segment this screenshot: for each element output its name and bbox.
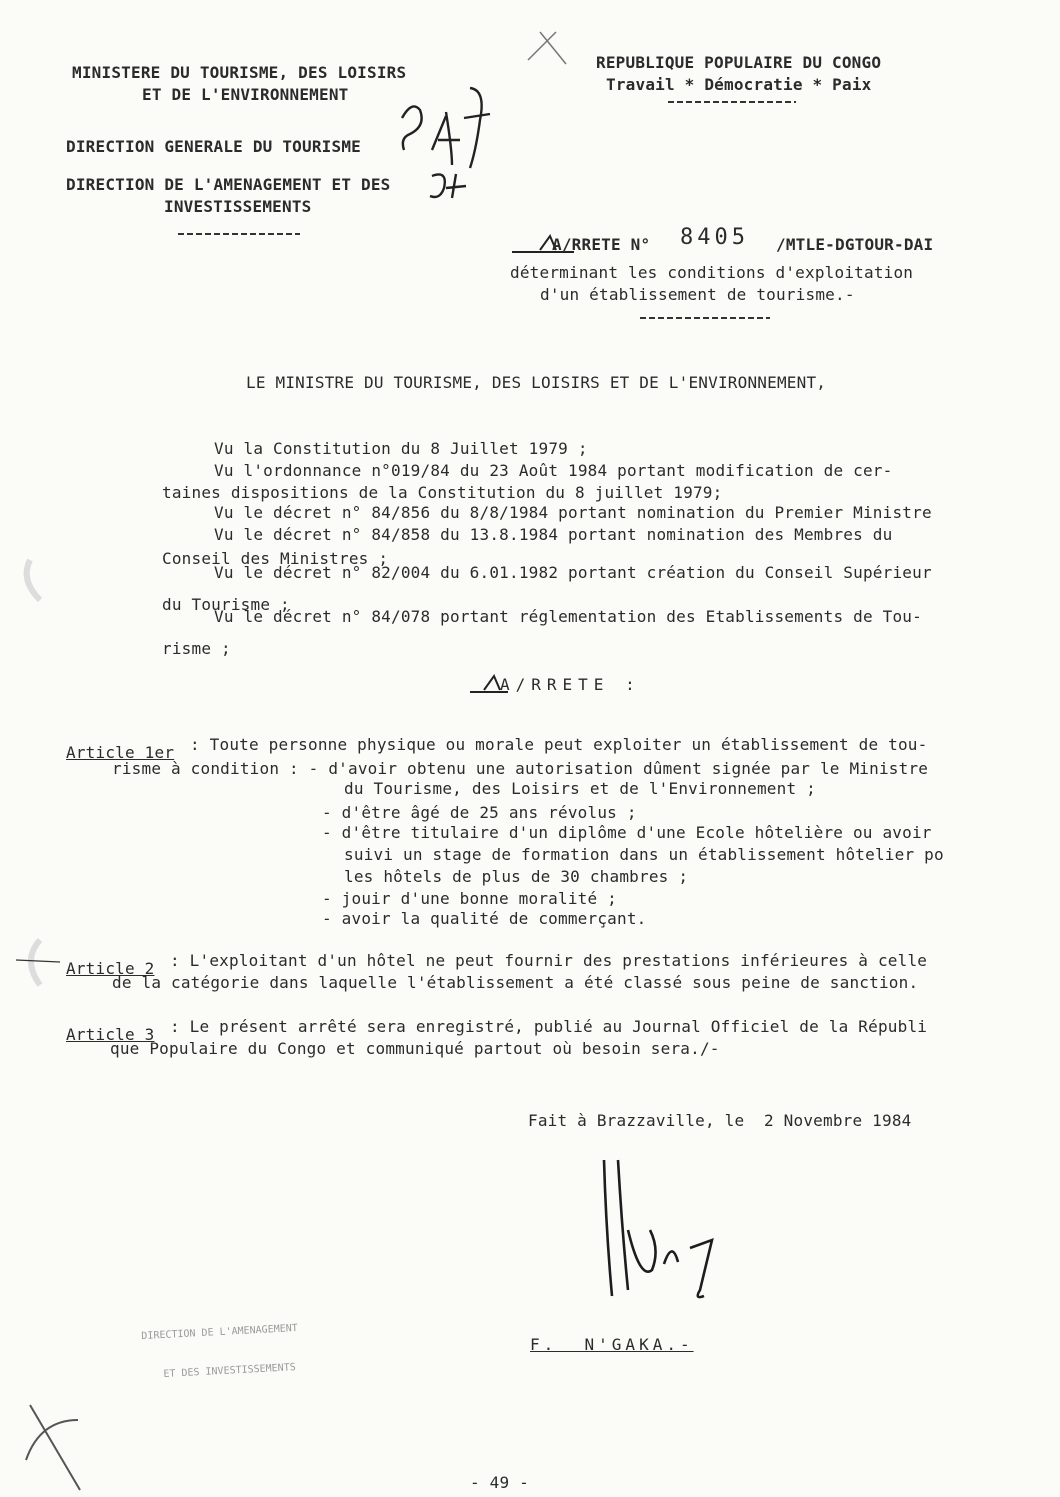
signatory-name: F. N'GAKA.- [530,1335,694,1354]
place-and-date: Fait à Brazzaville, le 2 Novembre 1984 [528,1111,912,1130]
considerant-1: Vu la Constitution du 8 Juillet 1979 ; [214,439,588,458]
condition-1-cont: du Tourisme, des Loisirs et de l'Environnement ; [344,779,816,798]
country-name: REPUBLIQUE POPULAIRE DU CONGO [596,53,882,72]
article-1-label: Article 1er [66,743,175,762]
signature-scribble [604,1160,712,1297]
article-3-label: Article 3 [66,1025,155,1044]
arrete-suffix: /MTLE-DGTOUR-DAI [776,235,934,254]
article-2-text-line2: de la catégorie dans laquelle l'établissement a été classé sous peine de sanction. [112,973,919,992]
condition-5: - avoir la qualité de commerçant. [322,909,647,928]
article-3-text: : Le présent arrêté sera enregistré, publié au Journal Officiel de la Républi [170,1017,928,1036]
article-3-text-line2: que Populaire du Congo et communiqué partout où besoin sera./- [110,1039,720,1058]
condition-2: - d'être âgé de 25 ans révolus ; [322,803,637,822]
arrete-description-line2: d'un établissement de tourisme.- [540,285,855,304]
article-1-text-line2: risme à condition : - d'avoir obtenu une autorisation dûment signée par le Ministre [112,759,929,778]
article-2-text: : L'exploitant d'un hôtel ne peut fournir des prestations inférieures à celle [170,951,928,970]
considerant-3: Vu le décret n° 84/856 du 8/8/1984 portant nomination du Premier Ministre [214,503,932,522]
condition-3-cont: suivi un stage de formation dans un établissement hôtelier po [344,845,944,864]
country-motto: Travail * Démocratie * Paix [606,75,872,94]
considerant-5-cont: du Tourisme ; [162,595,290,614]
stamp-line-1: DIRECTION DE L'AMENAGEMENT [141,1322,299,1343]
considerant-2-cont: taines dispositions de la Constitution du 8 juillet 1979; [162,483,723,502]
handwritten-annotation [402,88,490,198]
arrete-heading: A/RRETE : [500,675,641,694]
faded-stamp [140,1296,301,1395]
considerant-6: Vu le décret n° 84/078 portant réglementation des Etablissements de Tou- [214,607,922,626]
considerant-6-cont: risme ; [162,639,231,658]
direction-amenagement: DIRECTION DE L'AMENAGEMENT ET DES [66,175,391,194]
considerant-4: Vu le décret n° 84/858 du 13.8.1984 portant nomination des Membres du [214,525,893,544]
minister-title: LE MINISTRE DU TOURISME, DES LOISIRS ET DE L'ENVIRONNEMENT, [246,373,827,392]
ministry-name-line2: ET DE L'ENVIRONNEMENT [142,85,349,104]
article-2-label: Article 2 [66,959,155,978]
arrete-description: déterminant les conditions d'exploitation [510,263,914,282]
page-number: - 49 - [470,1473,529,1492]
condition-4: - jouir d'une bonne moralité ; [322,889,617,908]
ministry-name: MINISTERE DU TOURISME, DES LOISIRS [72,63,407,82]
arrete-number: 8405 [680,225,749,250]
direction-generale: DIRECTION GENERALE DU TOURISME [66,137,361,156]
considerant-5: Vu le décret n° 82/004 du 6.01.1982 portant création du Conseil Supérieur [214,563,932,582]
direction-amenagement-line2: INVESTISSEMENTS [164,197,312,216]
condition-3-cont2: les hôtels de plus de 30 chambres ; [344,867,689,886]
arrete-prefix: A/RRETE N° [552,235,651,254]
considerant-4-cont: Conseil des Ministres ; [162,549,389,568]
condition-3: - d'être titulaire d'un diplôme d'une Ecole hôtelière ou avoir [322,823,932,842]
stamp-line-2: ET DES INVESTISSEMENTS [163,1362,297,1381]
considerant-2: Vu l'ordonnance n°019/84 du 23 Août 1984 portant modification de cer- [214,461,893,480]
article-1-text: : Toute personne physique ou morale peut exploiter un établissement de tou- [190,735,928,754]
